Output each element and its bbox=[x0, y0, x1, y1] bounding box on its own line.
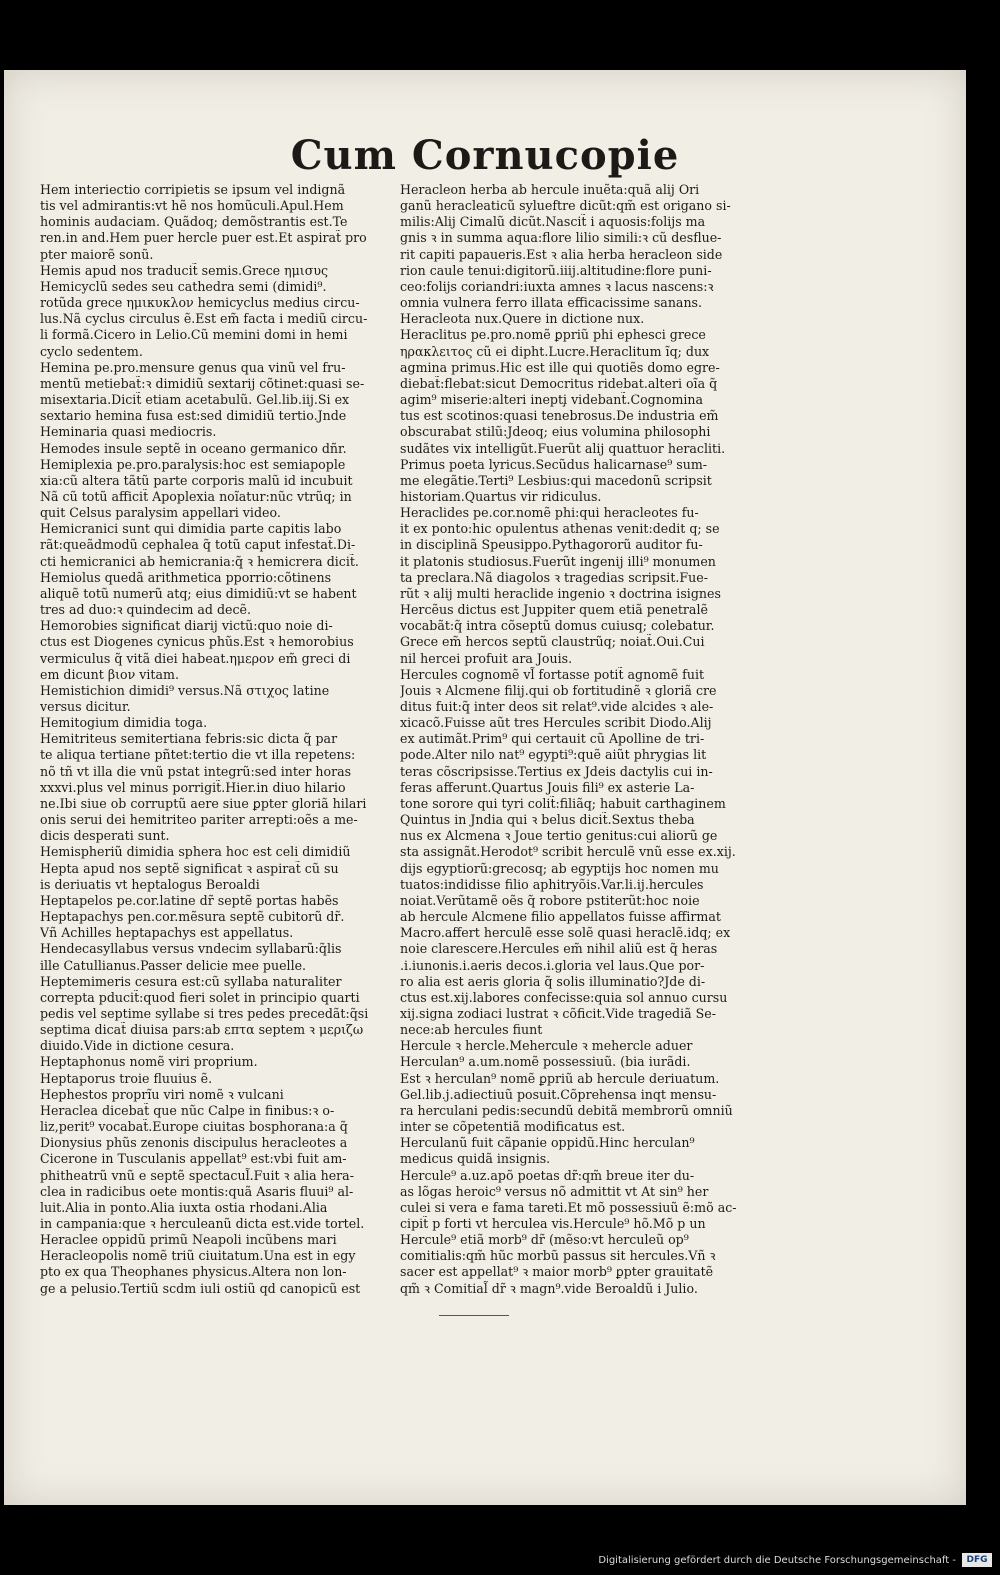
text-line: Hemiplexia pe.pro.paralysis:hoc est semiapople bbox=[40, 456, 346, 472]
text-line: ro alia est aeris gloria q̃ solis illuminatio?Jde di- bbox=[400, 973, 706, 989]
text-line: Cicerone in Tusculanis appellat⁹ est:vbi fuit am- bbox=[40, 1151, 347, 1167]
text-line: Heptemimeris cesura est:cũ syllaba naturaliter bbox=[40, 973, 342, 989]
text-line: hominis audaciam. Quãdoq; demõstrantis est.Te bbox=[40, 214, 348, 230]
text-line: pedis vel septime syllabe si tres pedes precedãt:q̃si bbox=[40, 1005, 369, 1021]
text-line: Heptapachys pen.cor.mẽsura septẽ cubitorũ dr̃. bbox=[40, 909, 345, 925]
text-line: ra herculani pedis:secundũ debitã membrorũ omniũ bbox=[400, 1102, 733, 1118]
text-line: Hemistichion dimidi⁹ versus.Nã στιχος latine bbox=[40, 682, 330, 698]
text-line: Herculanũ fuit cãpanie oppidũ.Hinc herculan⁹ bbox=[400, 1135, 695, 1151]
text-line: pter maiorẽ sonũ. bbox=[40, 246, 154, 262]
text-line: xia:cũ altera tãtũ parte corporis malũ id incubuit bbox=[40, 472, 353, 488]
text-line: pto ex qua Theophanes physicus.Altera non lon- bbox=[40, 1264, 347, 1280]
text-line: Hephestos proprĩu viri nomẽ ꝛ vulcani bbox=[40, 1086, 284, 1102]
text-line: nõ tñ vt illa die vnũ pstat integrũ:sed inter horas bbox=[40, 763, 352, 779]
text-line: pode.Alter nilo nat⁹ egypti⁹:quẽ aiũt phrygias lit bbox=[400, 747, 707, 763]
running-title: Cum Cornucopie bbox=[290, 132, 680, 179]
text-line: tis vel admirantis:vt hẽ nos homũculi.Apul.Hem bbox=[40, 198, 344, 214]
text-line: Hemicyclũ sedes seu cathedra semi (dimidi⁹. bbox=[40, 278, 327, 294]
text-line: ganũ heracleaticũ sylueftre dicũt:qm̃ est origano si- bbox=[400, 198, 731, 214]
text-line: Hemis apud nos traducit̃ semis.Grece ημισυς bbox=[40, 262, 329, 278]
text-line: feras afferunt.Quartus Jouis fili⁹ ex asterie La- bbox=[400, 779, 695, 795]
text-line: Heraclee oppidũ primũ Neapoli incũbens mari bbox=[40, 1232, 337, 1248]
text-line: ab hercule Alcmene filio appellatos fuisse affirmat bbox=[400, 909, 721, 925]
text-line: it platonis studiosus.Fuerũt ingenij illi⁹ monumen bbox=[400, 553, 716, 569]
text-line: teras cõscripsisse.Tertius ex Jdeis dactylis cui in- bbox=[400, 763, 713, 779]
text-line: li formã.Cicero in Lelio.Cũ memini domi in hemi bbox=[40, 327, 348, 343]
text-line: cipit̃ p forti vt herculea vis.Hercule⁹ hõ.Mõ p un bbox=[400, 1216, 706, 1231]
text-line: nil hercei profuit ara Jouis. bbox=[400, 650, 573, 666]
text-line: mentũ metiebat̃:ꝛ dimidiũ sextarij cõtinet:quasi se- bbox=[40, 375, 365, 391]
text-line: Grece em̃ hercos septũ claustrũq; noiat̃.Oui.Cui bbox=[400, 634, 705, 650]
text-line: omnia vulnera ferro illata efficacissime sanans. bbox=[400, 295, 703, 311]
text-line: ta preclara.Nã diagolos ꝛ tragedias scripsit.Fue- bbox=[400, 569, 708, 585]
text-line: sudãtes vix intelligũt.Fuerũt alij quattuor heracliti. bbox=[400, 440, 726, 456]
text-line: ceo:folijs coriandri:iuxta amnes ꝛ lacus nascens:ꝛ bbox=[400, 278, 714, 294]
text-line: rotũda grece ημικυκλον hemicyclus medius circu- bbox=[40, 295, 360, 311]
text-line: Hendecasyllabus versus vndecim syllabarũ:q̃lis bbox=[40, 941, 342, 957]
text-line: dijs egyptiorũ:grecosq; ab egyptijs hoc nomen mu bbox=[400, 860, 719, 876]
text-line: Hemispheriũ dimidia sphera hoc est celi dimidiũ bbox=[40, 844, 351, 860]
text-line: ille Catullianus.Passer delicie mee puelle. bbox=[40, 957, 307, 973]
text-line: ge a pelusio.Tertiũ scdm iuli ostiũ qd canopicũ est bbox=[40, 1280, 361, 1296]
text-line: misextaria.Dicit̃ etiam acetabulũ. Gel.lib.iij.Si ex bbox=[40, 392, 350, 408]
text-line: Jouis ꝛ Alcmene filij.qui ob fortitudinẽ ꝛ gloriã cre bbox=[400, 682, 717, 698]
text-line: Hemina pe.pro.mensure genus qua vinũ vel fru- bbox=[40, 359, 346, 375]
text-line: tus est scotinos:quasi tenebrosus.De industria em̃ bbox=[400, 408, 719, 424]
text-line: em dicunt βιον vitam. bbox=[40, 666, 179, 682]
text-line: Quintus in Jndia qui ꝛ belus dicit̃.Sextus theba bbox=[400, 812, 695, 828]
text-line: Hercule⁹ a.uz.apõ poetas dr̃:qm̃ breue iter du- bbox=[400, 1167, 695, 1183]
text-line: Heptaphonus nomẽ viri proprium. bbox=[40, 1054, 258, 1070]
text-line: it ex ponto:hic opulentus athenas venit:dedit q; se bbox=[400, 521, 720, 537]
dfg-logo: DFG bbox=[962, 1553, 992, 1567]
text-line: ηρακλειτος cũ ei dipht.Lucre.Heraclitum ĩq; dux bbox=[400, 343, 710, 359]
text-line: Primus poeta lyricus.Secũdus halicarnase⁹ sum- bbox=[400, 456, 708, 472]
text-line: Hepta apud nos septẽ significat ꝛ aspirat̃ cũ su bbox=[40, 860, 339, 876]
book-page bbox=[4, 70, 966, 1505]
text-line: cti hemicranici ab hemicrania:q̃ ꝛ hemicrera dicit̃. bbox=[40, 553, 359, 569]
text-line: liz,perit⁹ vocabat̃.Europe ciuitas bosphorana:a q̃ bbox=[40, 1119, 348, 1135]
text-line: diuido.Vide in dictione cesura. bbox=[40, 1038, 235, 1054]
text-line: is deriuatis vt heptalogus Beroaldi bbox=[40, 876, 260, 892]
text-line: xxxvi.plus vel minus porrigit̃.Hier.in diuo hilario bbox=[40, 779, 346, 795]
text-line: noiat.Verũtamẽ oẽs q̃ robore pstiterũt:hoc noie bbox=[400, 892, 700, 908]
text-line: correpta pducit̃:quod fieri solet in principio quarti bbox=[40, 989, 360, 1005]
text-line: Gel.lib.j.adiectiuũ posuit.Cõprehensa inqt mensu- bbox=[400, 1086, 717, 1102]
text-line: obscurabat stilũ:Jdeoq; eius volumina philosophi bbox=[400, 424, 711, 440]
text-line: Hemiolus quedã arithmetica pporrio:cõtinens bbox=[40, 569, 332, 585]
text-line: Vñ Achilles heptapachys est appellatus. bbox=[40, 925, 294, 941]
text-line: ctus est Diogenes cynicus phũs.Est ꝛ hemorobius bbox=[40, 634, 354, 650]
text-line: ctus est.xij.labores confecisse:quia sol annuo cursu bbox=[400, 989, 728, 1005]
text-line: sta assignãt.Herodot⁹ scribit herculẽ vnũ esse ex.xij. bbox=[400, 844, 736, 860]
digitization-credit: Digitalisierung gefördert durch die Deutsche Forschungsgemeinschaft - bbox=[598, 1555, 956, 1566]
text-line: diebat̃:flebat:sicut Democritus ridebat.alteri oĩa q̃ bbox=[400, 375, 718, 391]
text-line: Hercẽus dictus est Juppiter quem etiã penetralẽ bbox=[400, 602, 708, 618]
text-line: Heraclides pe.cor.nomẽ phi:qui heracleotes fu- bbox=[400, 505, 699, 521]
text-line: rion caule tenui:digitorũ.iiij.altitudine:flore puni- bbox=[400, 262, 712, 278]
text-line: Hercule ꝛ hercle.Mehercule ꝛ mehercle aduer bbox=[400, 1038, 693, 1054]
text-line: sacer est appellat⁹ ꝛ maior morb⁹ ꝑpter grauitatẽ bbox=[400, 1264, 714, 1280]
text-line: milis:Alij Cimalũ dicũt.Nascit̃ i aquosis:folijs ma bbox=[400, 214, 706, 230]
text-line: Nã cũ totũ afficit̃ Apoplexia noĩatur:nũc vtrũq; in bbox=[40, 488, 352, 504]
text-line: Hercules cognomẽ vl̃ fortasse potit̃ agnomẽ fuit bbox=[400, 666, 705, 682]
text-line: agmina primus.Hic est ille qui quotiẽs domo egre- bbox=[400, 359, 720, 375]
text-line: onis serui dei hemitriteo pariter arrepti:oẽs a me- bbox=[40, 812, 358, 828]
text-line: Heminaria quasi mediocris. bbox=[40, 424, 217, 440]
text-line: rũt ꝛ alij multi heraclide ingenio ꝛ doctrina isignes bbox=[400, 585, 721, 601]
text-line: sextario hemina fusa est:sed dimidiũ tertio.Jnde bbox=[40, 408, 347, 424]
text-line: vermiculus q̃ vitã diei habeat.ημερον em̃ greci di bbox=[40, 650, 351, 666]
text-line: in campania:que ꝛ herculeanũ dicta est.vide tortel. bbox=[40, 1216, 365, 1231]
text-line: dicis desperati sunt. bbox=[40, 828, 170, 844]
text-line: Heracleopolis nomẽ triũ ciuitatum.Una est in egy bbox=[40, 1248, 356, 1264]
text-line: gnis ꝛ in summa aqua:flore lilio simili:ꝛ cũ desflue- bbox=[400, 230, 722, 246]
text-line: Hercule⁹ etiã morb⁹ dr̃ (mẽso:vt herculeũ op⁹ bbox=[400, 1232, 689, 1248]
text-line: culei si vera e fama tareti.Et mõ possessiuũ ẽ:mõ ac- bbox=[400, 1199, 737, 1215]
left-column bbox=[40, 182, 395, 1297]
text-line: Heracleon herba ab hercule inuẽta:quã alij Ori bbox=[400, 182, 700, 197]
text-line: Heptaporus troie fluuius ẽ. bbox=[40, 1070, 213, 1086]
text-line: Hemitogium dimidia toga. bbox=[40, 715, 208, 731]
text-line: tone sorore qui tyri colit̃:filiãq; habuit carthaginem bbox=[400, 795, 726, 811]
text-line: ne.Ibi siue ob corruptũ aere siue ꝑpter gloriã hilari bbox=[40, 795, 367, 811]
footer-rule bbox=[439, 1315, 509, 1316]
text-line: Est ꝛ herculan⁹ nomẽ ꝑpriũ ab hercule deriuatum. bbox=[400, 1070, 720, 1086]
text-line: nus ex Alcmena ꝛ Joue tertio genitus:cui aliorũ ge bbox=[400, 828, 718, 844]
text-line: xicacõ.Fuisse aũt tres Hercules scribit Diodo.Alij bbox=[400, 715, 712, 731]
text-line: Macro.affert herculẽ esse solẽ quasi heraclẽ.idq; ex bbox=[400, 925, 731, 941]
text-line: tuatos:indidisse filio aphitryõis.Var.li.ij.hercules bbox=[400, 876, 704, 892]
text-line: phitheatrũ vnũ e septẽ spectacul̃.Fuit ꝛ alia hera- bbox=[40, 1167, 354, 1183]
text-line: Hem interiectio corripietis se ipsum vel indignã bbox=[40, 182, 346, 197]
text-line: vocabãt:q̃ intra cõseptũ domus cuiusq; colebatur. bbox=[400, 618, 715, 634]
text-line: comitialis:qm̃ hũc morbũ passus sit hercules.Vñ ꝛ bbox=[400, 1248, 716, 1264]
text-line: nece:ab hercules fiunt bbox=[400, 1022, 543, 1038]
text-line: .i.iunonis.i.aeris decos.i.gloria vel laus.Que por- bbox=[400, 957, 705, 973]
text-line: historiam.Quartus vir ridiculus. bbox=[400, 488, 602, 504]
right-column bbox=[400, 182, 755, 1297]
text-line: noie clarescere.Hercules em̃ nihil aliũ est q̃ heras bbox=[400, 941, 718, 957]
text-line: me elegãtie.Terti⁹ Lesbius:qui macedonũ scripsit bbox=[400, 472, 712, 488]
text-line: rit capiti papaueris.Est ꝛ alia herba heracleon side bbox=[400, 246, 723, 262]
text-line: in disciplinã Speusippo.Pythagororũ auditor fu- bbox=[400, 537, 703, 553]
text-line: inter se cõpetentiã modificatus est. bbox=[400, 1119, 626, 1135]
text-line: xij.signa zodiaci lustrat ꝛ cõficit.Vide tragediã Se- bbox=[400, 1005, 716, 1021]
text-line: cyclo sedentem. bbox=[40, 343, 143, 359]
text-line: ditus fuit:q̃ inter deos sit relat⁹.vide alcides ꝛ ale- bbox=[400, 699, 714, 714]
text-line: Hemicranici sunt qui dimidia parte capitis labo bbox=[40, 521, 342, 537]
text-line: medicus quidã insignis. bbox=[400, 1151, 551, 1167]
text-line: Herculan⁹ a.um.nomẽ possessiuũ. (bia iurãdi. bbox=[400, 1054, 691, 1070]
text-line: ex autimãt.Prim⁹ qui certauit cũ Apolline de tri- bbox=[400, 731, 705, 747]
text-line: ren.in and.Hem puer hercle puer est.Et aspirat̃ pro bbox=[40, 230, 367, 246]
text-line: Hemitriteus semitertiana febris:sic dicta q̃ par bbox=[40, 731, 338, 747]
text-line: te aliqua tertiane pñtet:tertio die vt illa repetens: bbox=[40, 747, 356, 763]
text-line: Hemodes insule septẽ in oceano germanico dñr. bbox=[40, 440, 347, 456]
text-line: rãt:queãdmodũ cephalea q̃ totũ caput infestat̃.Di- bbox=[40, 537, 356, 553]
text-line: Heraclea dicebat̃ que nũc Calpe in finibus:ꝛ o- bbox=[40, 1102, 335, 1118]
text-line: clea in radicibus oete montis:quã Asaris fluui⁹ al- bbox=[40, 1183, 354, 1199]
text-line: Heracleota nux.Quere in dictione nux. bbox=[400, 311, 645, 327]
text-line: luit.Alia in ponto.Alia iuxta ostia rhodani.Alia bbox=[40, 1199, 328, 1215]
text-line: Heptapelos pe.cor.latine dr̃ septẽ portas habẽs bbox=[40, 892, 339, 908]
text-line: Dionysius phũs zenonis discipulus heracleotes a bbox=[40, 1135, 348, 1151]
text-line: lus.Nã cyclus circulus ẽ.Est em̃ facta i mediũ circu- bbox=[40, 311, 368, 327]
text-line: Heraclitus pe.pro.nomẽ ꝑpriũ phi ephesci grece bbox=[400, 327, 706, 343]
text-line: qm̃ ꝛ Comitial̃ dr̃ ꝛ magn⁹.vide Beroaldũ i Julio. bbox=[400, 1280, 698, 1296]
text-line: agim⁹ miserie:alteri inepti̧ videbant̃.Cognomina bbox=[400, 392, 704, 408]
text-line: as lõgas heroic⁹ versus nõ admittit vt At sin⁹ her bbox=[400, 1183, 709, 1199]
text-line: tres ad duo:ꝛ quindecim ad decẽ. bbox=[40, 602, 251, 618]
text-line: aliquẽ totũ numerũ atq; eius dimidiũ:vt se habent bbox=[40, 585, 357, 601]
text-line: Hemorobies significat diarij victũ:quo noie di- bbox=[40, 618, 333, 634]
text-line: versus dicitur. bbox=[40, 699, 131, 714]
text-line: septima dicat̃ diuisa pars:ab επτα septem ꝛ μεριζω bbox=[40, 1022, 364, 1038]
text-line: quit Celsus paralysim appellari video. bbox=[40, 505, 281, 521]
